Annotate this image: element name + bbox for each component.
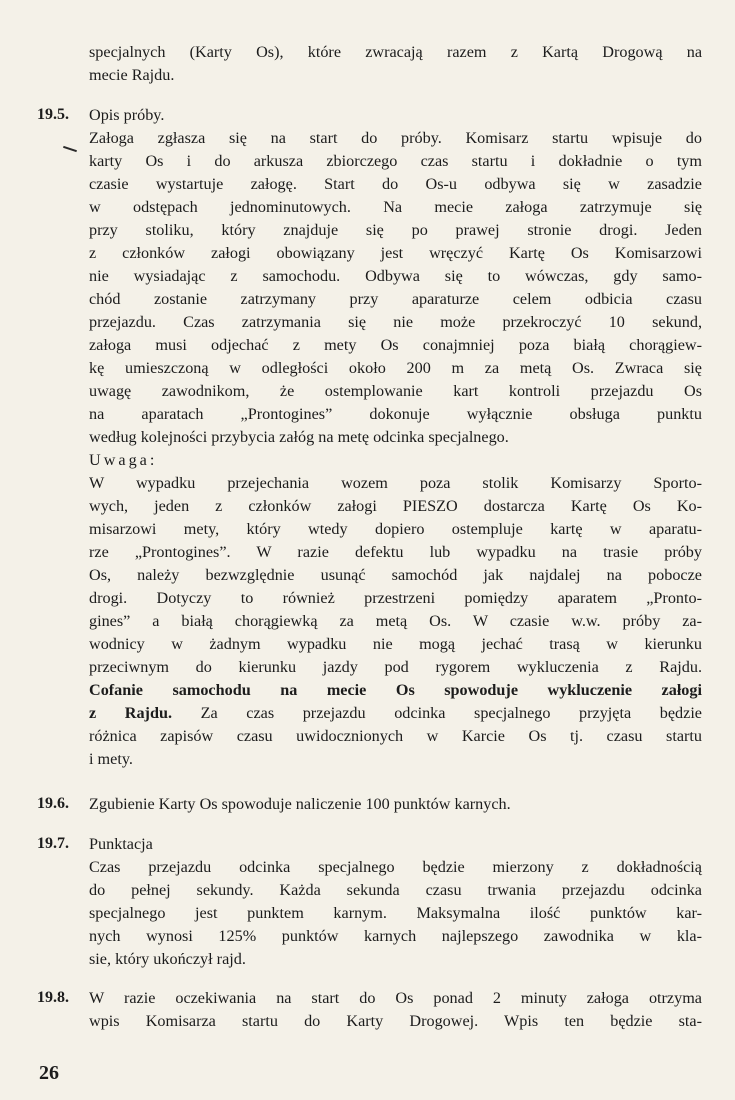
paragraph-line: przejazdu. Czas zatrzymania się nie może przekroczyć 10 sekund, xyxy=(89,313,702,331)
paragraph-line: przy stoliku, który znajduje się po prawej stronie drogi. Jeden xyxy=(89,221,702,239)
note-line: rze „Prontogines”. W razie defektu lub wypadku na trasie próby xyxy=(89,543,702,561)
note-line: Os, należy bezwzględnie usunąć samochód jak najdalej na pobocze xyxy=(89,566,702,584)
section-number: 19.7. xyxy=(37,835,69,852)
section-number: 19.8. xyxy=(37,989,69,1006)
paragraph-line: nych wynosi 125% punktów karnych najlepszego zawodnika w kla- xyxy=(89,927,702,945)
paragraph-fragment: Za czas przejazdu odcinka specjalnego przyjęta będzie xyxy=(172,704,702,722)
paragraph-line: W razie oczekiwania na start do Os ponad 2 minuty załoga otrzyma xyxy=(89,989,702,1007)
note-line: misarzowi mety, który wtedy dopiero ostempluje kartę w aparatu- xyxy=(89,520,702,538)
paragraph-line: i mety. xyxy=(89,750,133,768)
paragraph-line: z członków załogi obowiązany jest wręczyć Kartę Os Komisarzowi xyxy=(89,244,702,262)
paragraph-line: karty Os i do arkusza zbiorczego czas startu i dokładnie o tym xyxy=(89,152,702,170)
bold-warning-end: z Rajdu. xyxy=(89,704,173,722)
paragraph-line: różnica zapisów czasu uwidocznionych w Karcie Os tj. czasu startu xyxy=(89,727,702,745)
paragraph-line: według kolejności przybycia załóg na metę odcinka specjalnego. xyxy=(89,428,509,446)
paragraph-line: w odstępach jednominutowych. Na mecie załoga zatrzymuje się xyxy=(89,198,702,216)
margin-mark xyxy=(63,146,77,152)
paragraph-line: sie, który ukończył rajd. xyxy=(89,950,246,968)
section-text: Zgubienie Karty Os spowoduje naliczenie 100 punktów karnych. xyxy=(89,795,511,813)
paragraph-line: chód zostanie zatrzymany przy aparaturze celem odbicia czasu xyxy=(89,290,702,308)
paragraph-line: czasie wystartuje załogę. Start do Os-u odbywa się w zasadzie xyxy=(89,175,702,193)
note-line: przeciwnym do kierunku jazdy pod rygorem wykluczenia z Rajdu. xyxy=(89,658,702,676)
paragraph-line: specjalnego jest punktem karnym. Maksymalna ilość punktów kar- xyxy=(89,904,702,922)
paragraph-line: uwagę zawodnikom, że ostemplowanie kart kontroli przejazdu Os xyxy=(89,382,702,400)
page-number: 26 xyxy=(39,1062,59,1084)
note-label: Uwaga: xyxy=(89,451,158,469)
section-number: 19.5. xyxy=(37,106,69,123)
paragraph-line: na aparatach „Prontogines” dokonuje wyłącznie obsługa punktu xyxy=(89,405,702,423)
note-line: drogi. Dotyczy to również przestrzeni pomiędzy aparatem „Pronto- xyxy=(89,589,702,607)
section-title: Punktacja xyxy=(89,835,153,853)
paragraph-line: kę umieszczoną w odległości około 200 m za metą Os. Zwraca się xyxy=(89,359,702,377)
section-title: Opis próby. xyxy=(89,106,165,124)
intro-line: mecie Rajdu. xyxy=(89,66,175,84)
bold-warning-line: Cofanie samochodu na mecie Os spowoduje wykluczenie załogi xyxy=(89,681,702,699)
paragraph-line: załoga musi odjechać z mety Os conajmniej poza białą chorągiew- xyxy=(89,336,702,354)
intro-line: specjalnych (Karty Os), które zwracają razem z Kartą Drogową na xyxy=(89,43,702,61)
note-line: wych, jeden z członków załogi PIESZO dostarcza Kartę Os Ko- xyxy=(89,497,702,515)
note-line: wodnicy w żadnym wypadku nie mogą jechać trasą w kierunku xyxy=(89,635,702,653)
section-number: 19.6. xyxy=(37,795,69,812)
paragraph-line: nie wysiadając z samochodu. Odbywa się to wówczas, gdy samo- xyxy=(89,267,702,285)
note-line: gines” a białą chorągiewką za metą Os. W czasie w.w. próby za- xyxy=(89,612,702,630)
paragraph-line: Czas przejazdu odcinka specjalnego będzie mierzony z dokładnością xyxy=(89,858,702,876)
note-line: W wypadku przejechania wozem poza stolik Komisarzy Sporto- xyxy=(89,474,702,492)
mixed-line xyxy=(89,701,702,725)
paragraph-line: wpis Komisarza startu do Karty Drogowej. Wpis ten będzie sta- xyxy=(89,1012,702,1030)
paragraph-line: Załoga zgłasza się na start do próby. Komisarz startu wpisuje do xyxy=(89,129,702,147)
paragraph-line: do pełnej sekundy. Każda sekunda czasu trwania przejazdu odcinka xyxy=(89,881,702,899)
